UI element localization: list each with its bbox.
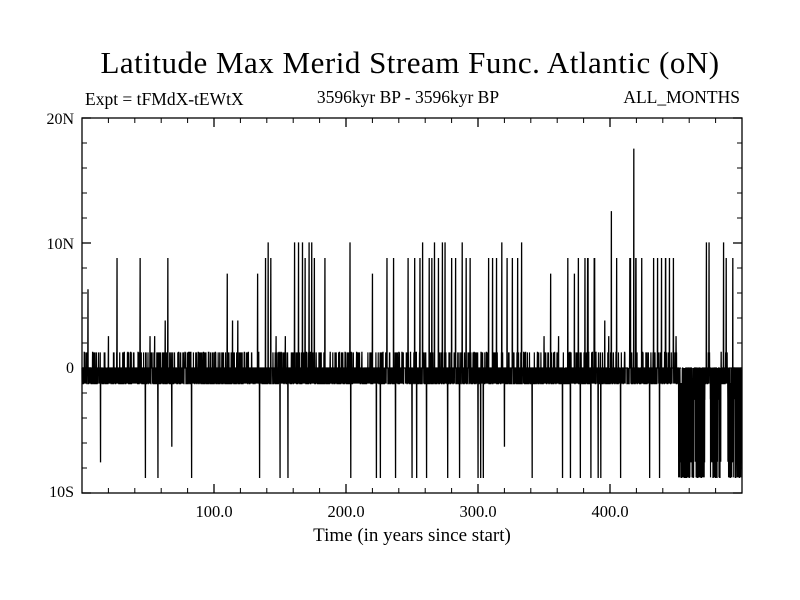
experiment-label: Expt = tFMdX-tEWtX bbox=[85, 89, 244, 109]
chart-title: Latitude Max Merid Stream Func. Atlantic (oN) bbox=[100, 45, 720, 80]
period-label: 3596kyr BP - 3596kyr BP bbox=[316, 87, 500, 107]
data-series-line bbox=[82, 149, 742, 477]
y-tick-label-10s: 10S bbox=[49, 484, 74, 501]
y-tick-label-0: 0 bbox=[66, 360, 74, 377]
plot-dynamic-layer bbox=[82, 118, 742, 493]
x-axis-title: Time (in years since start) bbox=[313, 525, 511, 546]
y-tick-label-10n: 10N bbox=[46, 236, 74, 253]
y-tick-label-20n: 20N bbox=[46, 111, 74, 128]
x-tick-label-200: 200.0 bbox=[327, 502, 365, 521]
x-tick-label-300: 300.0 bbox=[459, 502, 497, 521]
x-tick-label-100: 100.0 bbox=[195, 502, 233, 521]
months-mode-label: ALL_MONTHS bbox=[623, 87, 740, 107]
x-tick-label-400: 400.0 bbox=[591, 502, 629, 521]
